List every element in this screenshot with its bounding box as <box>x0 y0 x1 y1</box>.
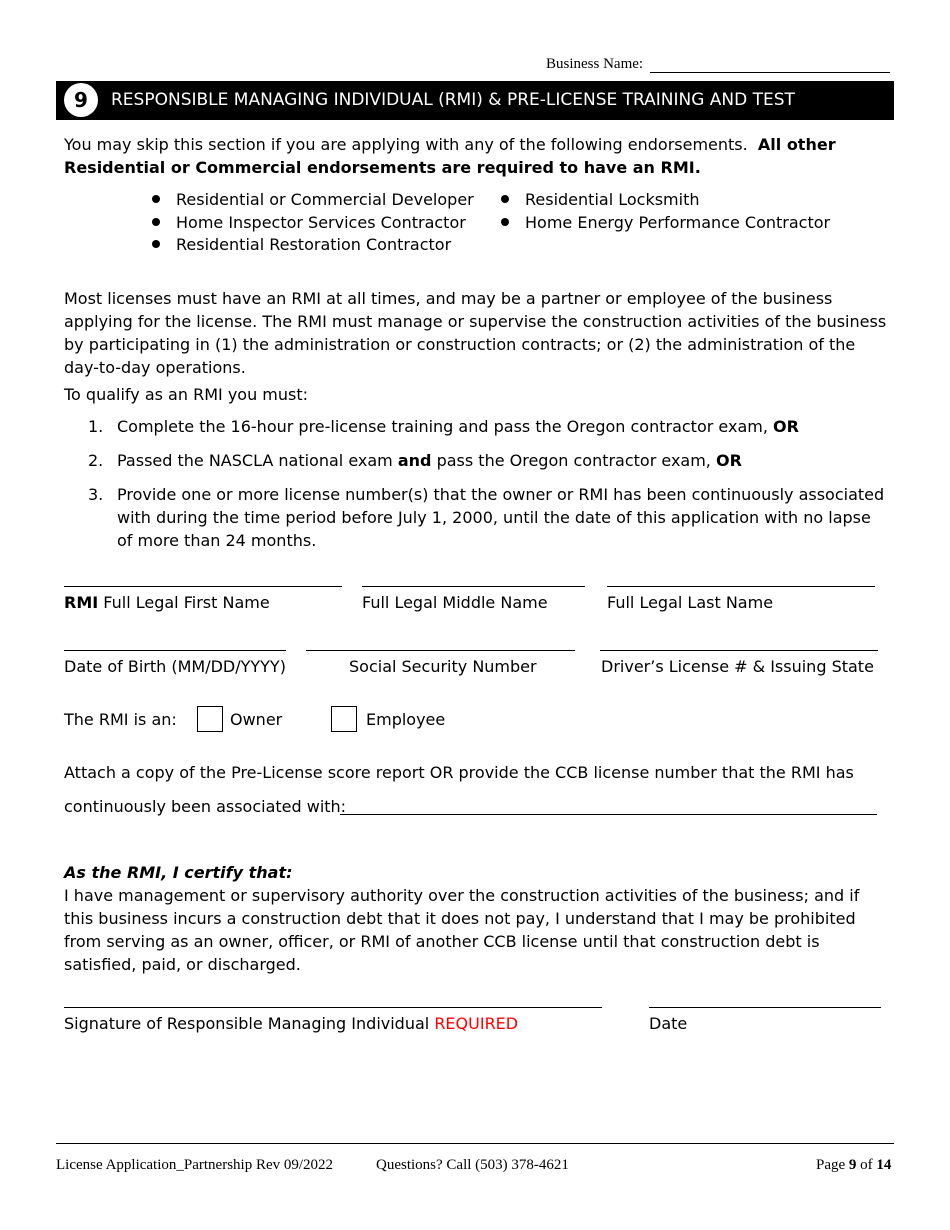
attach-instructions: Attach a copy of the Pre-License score report OR provide the CCB license number that the RMI has <box>64 763 854 782</box>
rmi-description: Most licenses must have an RMI at all times, and may be a partner or employee of the business applying for the license. The RMI must manage or supervise the construction activities of the business by participating in (1) the administration or construction contracts; or (2) the administration of the day-to-day operations. <box>64 289 887 377</box>
business-name-label: Business Name: <box>546 56 644 72</box>
ssn-input[interactable] <box>306 650 575 651</box>
attach-line-label: continuously been associated with: <box>64 797 347 816</box>
rmi-type-label: The RMI is an: <box>64 710 177 729</box>
owner-checkbox[interactable] <box>197 706 223 732</box>
qualify-item: 3. Provide one or more license number(s) that the owner or RMI has been continuously associated with during the time period before July 1, 2000, until the date of this application with no lapse of more than 24 months. <box>88 485 885 550</box>
footer-questions: Questions? Call (503) 378-4621 <box>376 1157 569 1173</box>
section-title: RESPONSIBLE MANAGING INDIVIDUAL (RMI) & PRE-LICENSE TRAINING AND TEST <box>111 90 795 110</box>
section-number-badge: 9 <box>64 83 98 117</box>
qualify-item: 2. Passed the NASCLA national exam and pass the Oregon contractor exam, OR <box>88 451 742 470</box>
endorsement-item: Residential Locksmith <box>501 190 699 209</box>
middle-name-label: Full Legal Middle Name <box>362 593 548 612</box>
first-name-label: RMI Full Legal First Name <box>64 593 270 612</box>
ccb-license-input[interactable] <box>340 814 877 815</box>
employee-label: Employee <box>366 710 446 729</box>
endorsement-item: Residential Restoration Contractor <box>152 235 451 254</box>
footer-page-number: Page 9 of 14 <box>816 1157 892 1173</box>
endorsement-item: Residential or Commercial Developer <box>152 190 474 209</box>
required-flag: REQUIRED <box>434 1014 519 1033</box>
drivers-license-input[interactable] <box>600 650 878 651</box>
signature-label: Signature of Responsible Managing Individual REQUIRED <box>64 1014 519 1033</box>
qualify-item: 1. Complete the 16-hour pre-license training and pass the Oregon contractor exam, OR <box>88 417 799 436</box>
dob-input[interactable] <box>64 650 286 651</box>
last-name-input[interactable] <box>607 586 875 587</box>
middle-name-input[interactable] <box>362 586 585 587</box>
ssn-label: Social Security Number <box>349 657 537 676</box>
owner-label: Owner <box>230 710 283 729</box>
signature-input[interactable] <box>64 1007 602 1008</box>
section-header-bar <box>56 81 894 120</box>
endorsement-item: Home Energy Performance Contractor <box>501 213 830 232</box>
employee-checkbox[interactable] <box>331 706 357 732</box>
business-name-input[interactable] <box>650 72 890 73</box>
endorsement-item: Home Inspector Services Contractor <box>152 213 466 232</box>
intro-paragraph: You may skip this section if you are applying with any of the following endorsements. All other Residential or Commercial endorsements are required to have an RMI. <box>64 135 836 177</box>
certify-text: I have management or supervisory authority over the construction activities of the business; and if this business incurs a construction debt that it does not pay, I understand that I may be prohibited from serving as an owner, officer, or RMI of another CCB license until that construction debt is satisfied, paid, or discharged. <box>64 886 860 974</box>
qualify-intro: To qualify as an RMI you must: <box>64 385 309 404</box>
last-name-label: Full Legal Last Name <box>607 593 774 612</box>
footer-divider <box>56 1143 894 1144</box>
first-name-input[interactable] <box>64 586 342 587</box>
certify-heading: As the RMI, I certify that: <box>64 863 293 882</box>
date-input[interactable] <box>649 1007 881 1008</box>
footer-doc-title: License Application_Partnership Rev 09/2022 <box>56 1157 334 1173</box>
dob-label: Date of Birth (MM/DD/YYYY) <box>64 657 286 676</box>
date-label: Date <box>649 1014 688 1033</box>
drivers-license-label: Driver’s License # & Issuing State <box>601 657 874 676</box>
